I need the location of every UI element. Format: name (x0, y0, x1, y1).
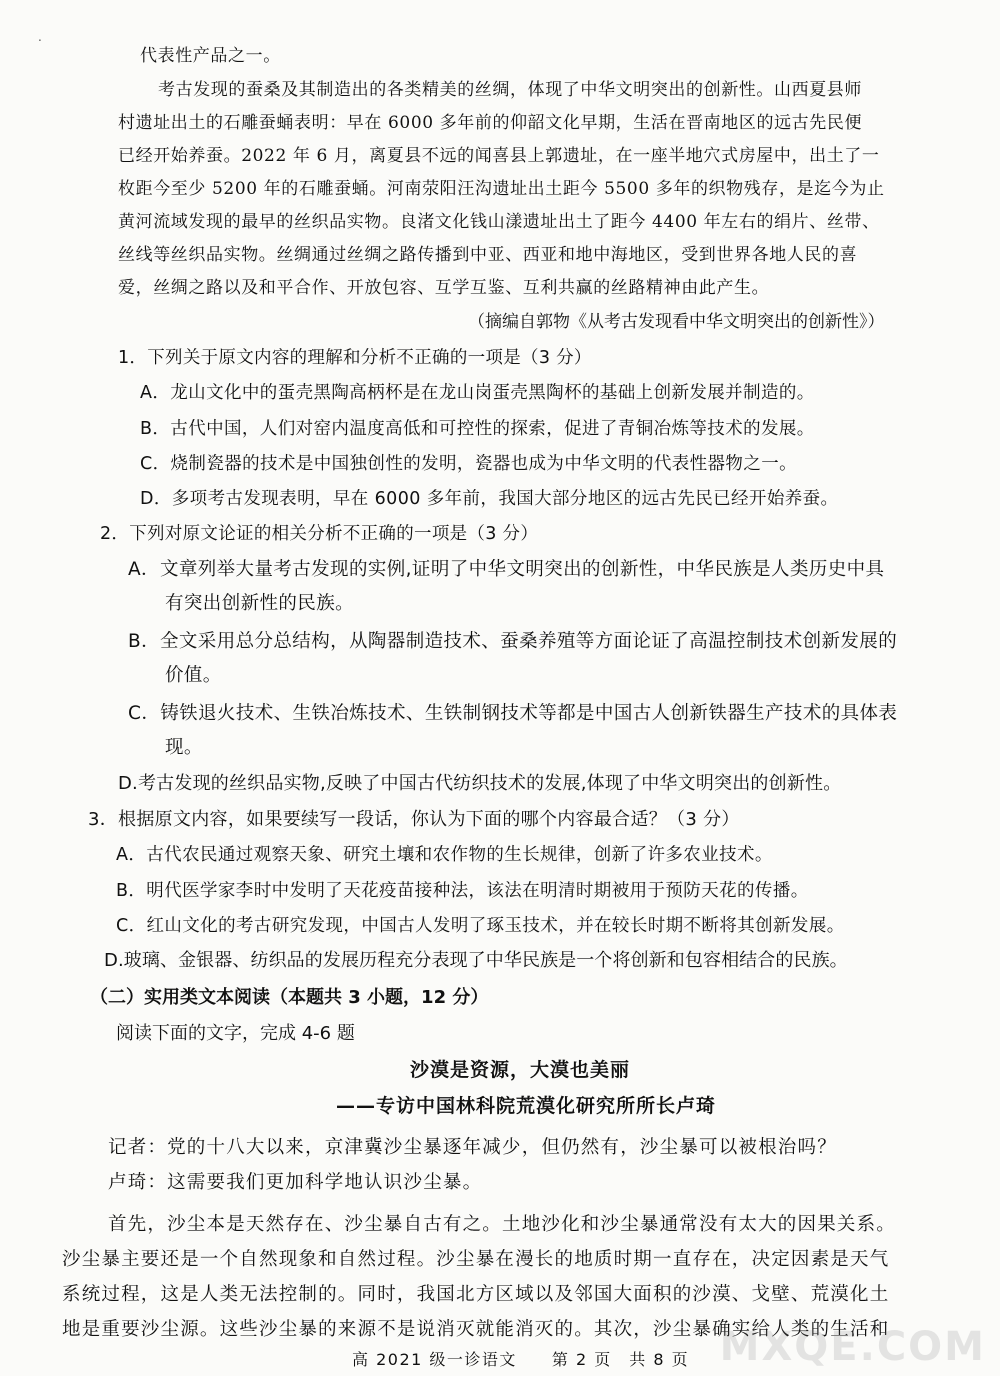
question-3-stem: 3．根据原文内容，如果要续写一段话，你认为下面的哪个内容最合适？（3 分） (88, 809, 740, 830)
question-1-option-d: D．多项考古发现表明，早在 6000 多年前，我国大部分地区的远古先民已经开始养蚕。 (140, 489, 839, 509)
question-1-stem: 1．下列关于原文内容的理解和分析不正确的一项是（3 分） (118, 348, 592, 368)
passage1-line: 丝线等丝织品实物。丝绸通过丝绸之路传播到中亚、西亚和地中海地区，受到世界各地人民的喜 (118, 245, 858, 265)
passage1-line: 枚距今至少 5200 年的石雕蚕蛹。河南荥阳汪沟遗址出土距今 5500 多年的织物残存，是迄今为止 (118, 179, 885, 199)
question-2-option-c-cont: 现。 (165, 737, 203, 758)
passage2-line: 地是重要沙尘源。这些沙尘暴的来源不是说消灭就能消灭的。其次，沙尘暴确实给人类的生活和 (62, 1319, 890, 1340)
question-3-option-d: D.玻璃、金银器、纺织品的发展历程充分表现了中华民族是一个将创新和包容相结合的民族。 (104, 950, 848, 971)
source-citation: （摘编自郭物《从考古发现看中华文明突出的创新性》） (468, 312, 885, 332)
watermark: MXQE.COM (719, 1324, 986, 1370)
exam-page: . 代表性产品之一。 考古发现的蚕桑及其制造出的各类精美的丝绸，体现了中华文明突出的创新性。山西夏县师 村遗址出土的石雕蚕蛹表明：早在 6000 多年前的仰韶文化早期，生活在晋南地区的远古先民便 已经开始养蚕。2022 年 6 月，离夏县不远的闻喜县上郭遗址，在一座半地穴式房屋中，出土了一 枚距今至少 5200 年的石雕蚕蛹。河南荥阳汪沟遗址出土距今 5500 多年的织物残存，是迄今为止 黄河流域发现的最早的丝织品实物。良渚文化钱山漾遗址出土了距今 4400 年左右的绢片、丝带、 丝线等丝织品实物。丝绸通过丝绸之路传播到中亚、西亚和地中海地区，受到世界各地人民的喜 爱，丝绸之路以及和平合作、开放包容、互学互鉴、互利共赢的丝路精神由此产生。 （摘编自郭物《从考古发现看中华文明突出的创新性》） 1．下列关于原文内容的理解和分析不正确的一项是（3 分） A．龙山文化中的蛋壳黑陶高柄杯是在龙山岗蛋壳黑陶杯的基础上创新发展并制造的。 B．古代中国，人们对窑内温度高低和可控性的探索，促进了青铜冶炼等技术的发展。 C．烧制瓷器的技术是中国独创性的发明，瓷器也成为中华文明的代表性器物之一。 D．多项考古发现表明，早在 6000 多年前，我国大部分地区的远古先民已经开始养蚕。 2．下列对原文论证的相关分析不正确的一项是（3 分） A．文章列举大量考古发现的实例,证明了中华文明突出的创新性，中华民族是人类历史中具 有突出创新性的民族。 B．全文采用总分总结构，从陶器制造技术、蚕桑养殖等方面论证了高温控制技术创新发展的 价值。 C．铸铁退火技术、生铁冶炼技术、生铁制钢技术等都是中国古人创新铁器生产技术的具体表 现。 D.考古发现的丝织品实物,反映了中国古代纺织技术的发展,体现了中华文明突出的创新性。 3．根据原文内容，如果要续写一段话，你认为下面的哪个内容最合适？（3 分） A．古代农民通过观察天象、研究土壤和农作物的生长规律，创新了许多农业技术。 B．明代医学家李时中发明了天花疫苗接种法，该法在明清时期被用于预防天花的传播。 C．红山文化的考古研究发现，中国古人发明了琢玉技术，并在较长时期不断将其创新发展。 D.玻璃、金银器、纺织品的发展历程充分表现了中华民族是一个将创新和包容相结合的民族。 （二）实用类文本阅读（本题共 3 小题，12 分） 阅读下面的文字，完成 4-6 题 沙漠是资源，大漠也美丽 ——专访中国林科院荒漠化研究所所长卢琦 记者：党的十八大以来，京津冀沙尘暴逐年减少，但仍然有，沙尘暴可以被根治吗？ 卢琦：这需要我们更加科学地认识沙尘暴。 首先，沙尘本是天然存在、沙尘暴自古有之。土地沙化和沙尘暴通常没有太大的因果关系。 沙尘暴主要还是一个自然现象和自然过程。沙尘暴在漫长的地质时期一直存在，决定因素是天气 系统过程，这是人类无法控制的。同时，我国北方区域以及邻国大面积的沙漠、戈壁、荒漠化土 地是重要沙尘源。这些沙尘暴的来源不是说消灭就能消灭的。其次，沙尘暴确实给人类的生活和 高 2021 级一诊语文 第 2 页 共 8 页 MXQE.COM (38, 30, 986, 1370)
article-subtitle: ——专访中国林科院荒漠化研究所所长卢琦 (336, 1095, 717, 1117)
question-2-option-d: D.考古发现的丝织品实物,反映了中国古代纺织技术的发展,体现了中华文明突出的创新性。 (118, 773, 842, 794)
passage2-line: 记者：党的十八大以来，京津冀沙尘暴逐年减少，但仍然有，沙尘暴可以被根治吗？ (108, 1137, 837, 1158)
question-1-option-a: A．龙山文化中的蛋壳黑陶高柄杯是在龙山岗蛋壳黑陶杯的基础上创新发展并制造的。 (140, 383, 815, 403)
question-2-option-a: A．文章列举大量考古发现的实例,证明了中华文明突出的创新性，中华民族是人类历史中具 (128, 559, 885, 580)
passage2-line: 系统过程，这是人类无法控制的。同时，我国北方区域以及邻国大面积的沙漠、戈壁、荒漠化土 (62, 1284, 890, 1305)
page-footer: 高 2021 级一诊语文 第 2 页 共 8 页 (352, 1350, 690, 1369)
passage2-line: 首先，沙尘本是天然存在、沙尘暴自古有之。土地沙化和沙尘暴通常没有太大的因果关系。 (108, 1214, 897, 1235)
question-2-option-b-cont: 价值。 (165, 665, 222, 686)
article-title: 沙漠是资源，大漠也美丽 (410, 1059, 631, 1081)
section-instruction: 阅读下面的文字，完成 4-6 题 (116, 1023, 355, 1044)
passage1-line: 已经开始养蚕。2022 年 6 月，离夏县不远的闻喜县上郭遗址，在一座半地穴式房屋中，出土了一 (118, 146, 880, 166)
passage1-line: 黄河流域发现的最早的丝织品实物。良渚文化钱山漾遗址出土了距今 4400 年左右的绢片、丝带、 (118, 212, 880, 232)
passage2-line: 沙尘暴主要还是一个自然现象和自然过程。沙尘暴在漫长的地质时期一直存在，决定因素是天气 (62, 1249, 890, 1270)
question-2-option-b: B．全文采用总分总结构，从陶器制造技术、蚕桑养殖等方面论证了高温控制技术创新发展的 (128, 631, 898, 652)
passage1-line: 代表性产品之一。 (140, 46, 281, 66)
passage1-line: 考古发现的蚕桑及其制造出的各类精美的丝绸，体现了中华文明突出的创新性。山西夏县师 (158, 80, 862, 100)
passage1-line: 爱，丝绸之路以及和平合作、开放包容、互学互鉴、互利共赢的丝路精神由此产生。 (118, 278, 770, 298)
question-3-option-c: C．红山文化的考古研究发现，中国古人发明了琢玉技术，并在较长时期不断将其创新发展。 (116, 916, 845, 936)
section-header: （二）实用类文本阅读（本题共 3 小题，12 分） (90, 987, 489, 1008)
passage1-line: 村遗址出土的石雕蚕蛹表明：早在 6000 多年前的仰韶文化早期，生活在晋南地区的远古先民便 (118, 113, 863, 133)
question-1-option-c: C．烧制瓷器的技术是中国独创性的发明，瓷器也成为中华文明的代表性器物之一。 (140, 454, 798, 474)
question-3-option-a: A．古代农民通过观察天象、研究土壤和农作物的生长规律，创新了许多农业技术。 (116, 845, 773, 865)
question-2-stem: 2．下列对原文论证的相关分析不正确的一项是（3 分） (100, 524, 539, 544)
question-3-option-b: B．明代医学家李时中发明了天花疫苗接种法，该法在明清时期被用于预防天花的传播。 (116, 881, 809, 901)
passage2-line: 卢琦：这需要我们更加科学地认识沙尘暴。 (108, 1172, 483, 1193)
question-1-option-b: B．古代中国，人们对窑内温度高低和可控性的探索，促进了青铜冶炼等技术的发展。 (140, 419, 815, 439)
question-2-option-c: C．铸铁退火技术、生铁冶炼技术、生铁制钢技术等都是中国古人创新铁器生产技术的具体表 (128, 703, 898, 724)
question-2-option-a-cont: 有突出创新性的民族。 (165, 593, 355, 614)
